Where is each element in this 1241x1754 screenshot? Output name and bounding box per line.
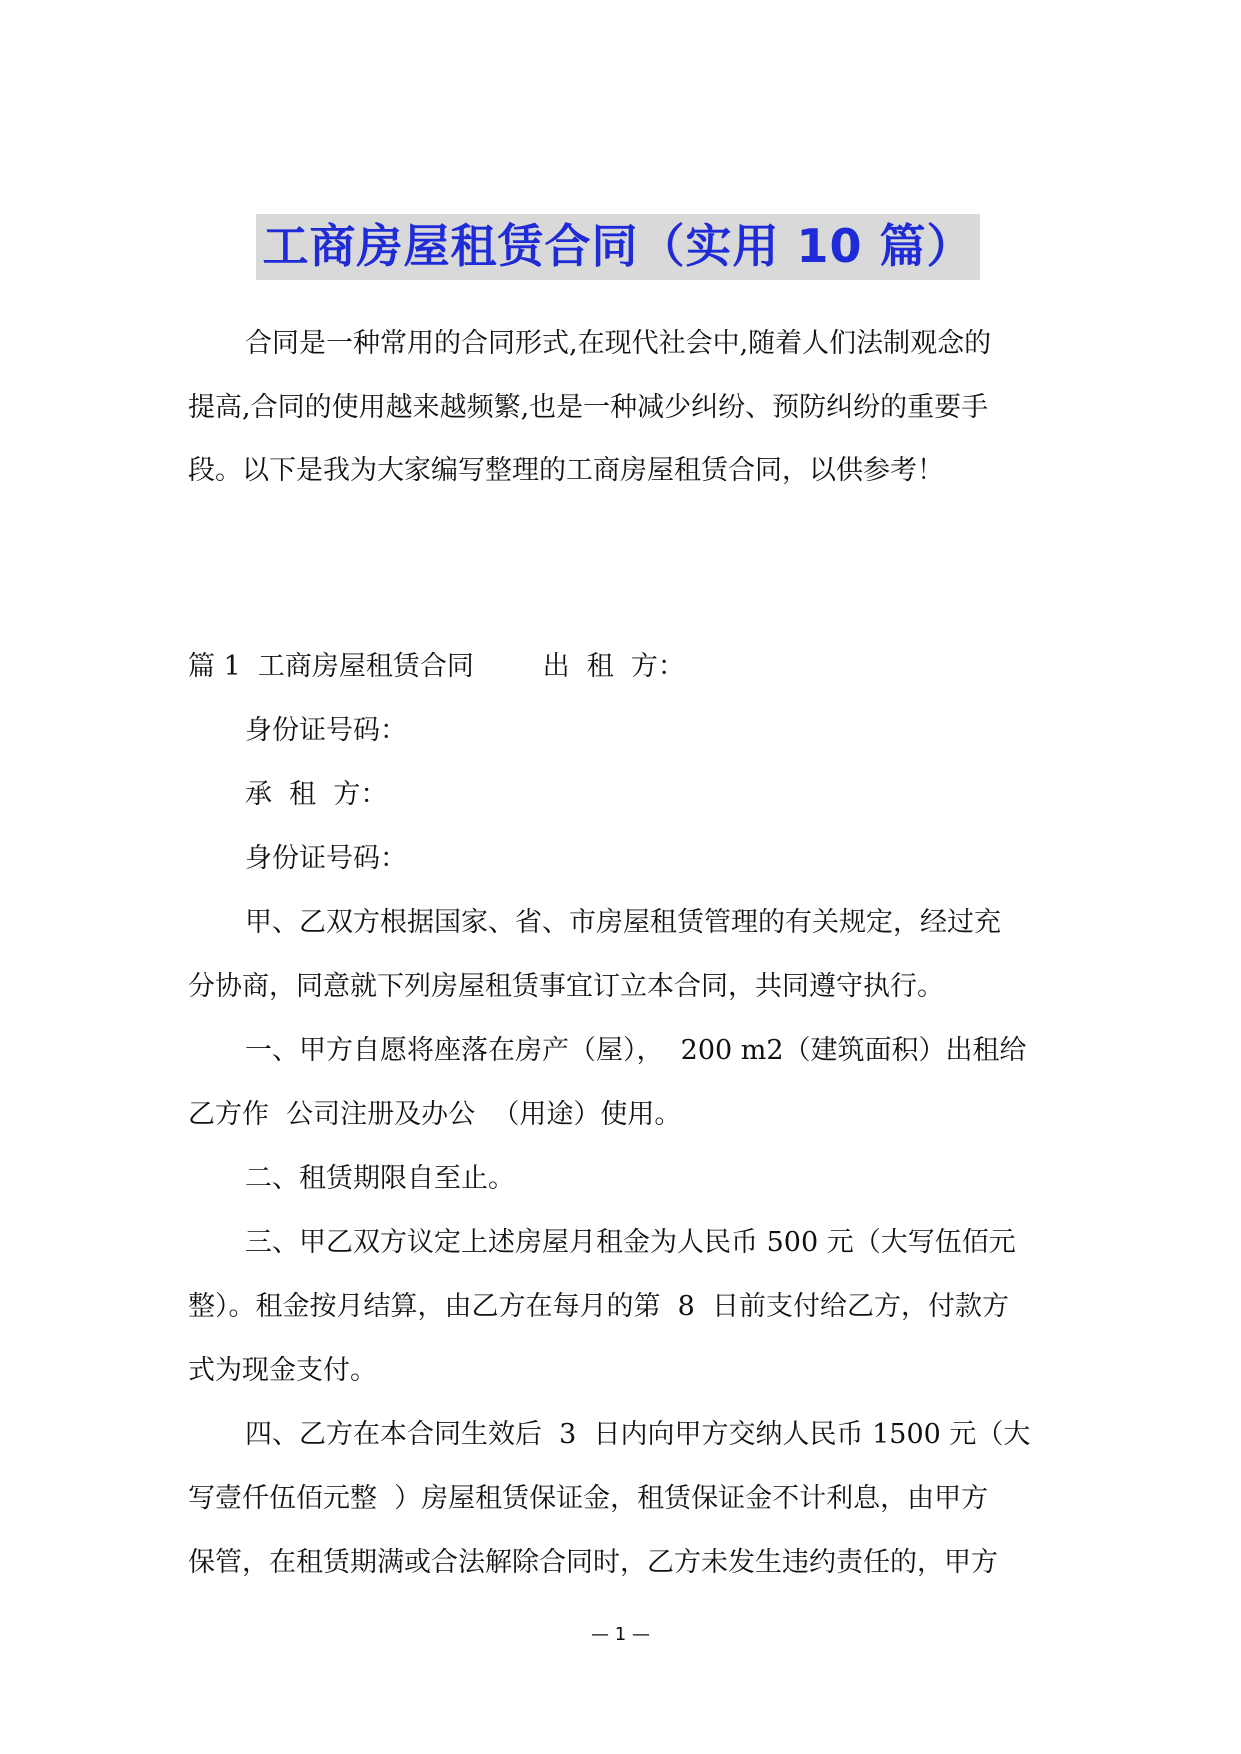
lessor-id-field: 身份证号码： bbox=[245, 715, 407, 746]
body-line: 二、租赁期限自至止。 bbox=[245, 1163, 515, 1194]
body-line: 整）。租金按月结算，由乙方在每月的第 8 日前支付给乙方，付款方 bbox=[188, 1291, 1010, 1322]
body-line: 乙方作 公司注册及办公 （用途）使用。 bbox=[188, 1099, 682, 1130]
lessee-field: 承 租 方： bbox=[245, 779, 388, 810]
intro-line-2: 提高,合同的使用越来越频繁,也是一种减少纠纷、预防纠纷的重要手 bbox=[188, 392, 989, 423]
intro-line-1: 合同是一种常用的合同形式,在现代社会中,随着人们法制观念的 bbox=[245, 328, 992, 359]
body-line: 四、乙方在本合同生效后 3 日内向甲方交纳人民币 1500 元（大 bbox=[245, 1419, 1031, 1450]
body-line: 保管，在租赁期满或合法解除合同时，乙方未发生违约责任的，甲方 bbox=[188, 1547, 998, 1578]
section-heading: 篇 1 工商房屋租赁合同 出 租 方： bbox=[188, 651, 685, 682]
body-line: 式为现金支付。 bbox=[188, 1355, 377, 1386]
body-line: 一、甲方自愿将座落在房产（屋）， 200 m2（建筑面积）出租给 bbox=[245, 1035, 1027, 1066]
body-line: 分协商，同意就下列房屋租赁事宜订立本合同，共同遵守执行。 bbox=[188, 971, 944, 1002]
page-number: — 1 — bbox=[591, 1624, 650, 1645]
document-title: 工商房屋租赁合同（实用 10 篇） bbox=[262, 219, 974, 273]
intro-line-3: 段。以下是我为大家编写整理的工商房屋租赁合同，以供参考！ bbox=[188, 455, 944, 486]
body-line: 三、甲乙双方议定上述房屋月租金为人民币 500 元（大写伍佰元 bbox=[245, 1227, 1016, 1258]
body-line: 甲、乙双方根据国家、省、市房屋租赁管理的有关规定，经过充 bbox=[245, 907, 1001, 938]
title-highlight bbox=[256, 214, 980, 280]
body-line: 写壹仟伍佰元整 ）房屋租赁保证金，租赁保证金不计利息，由甲方 bbox=[188, 1483, 989, 1514]
lessee-id-field: 身份证号码： bbox=[245, 843, 407, 874]
